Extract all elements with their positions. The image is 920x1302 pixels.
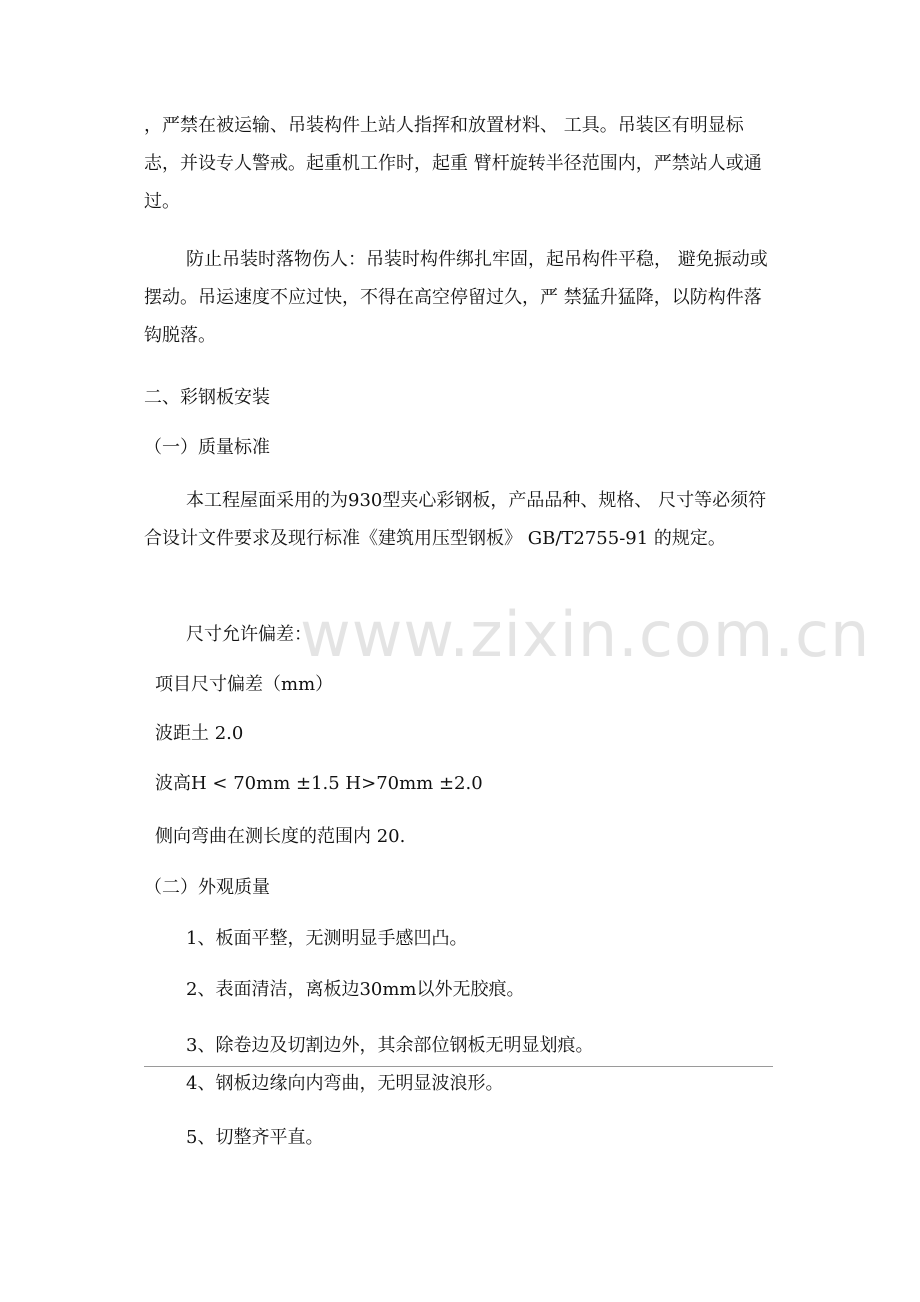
list-item-3: 3、除卷边及切割边外，其余部位钢板无明显划痕。 (186, 1035, 594, 1056)
tolerance-lateral-bend: 侧向弯曲在测长度的范围内 20. (155, 826, 406, 847)
tolerance-wave-pitch: 波距土 2.0 (155, 723, 244, 744)
tolerance-table-header: 项目尺寸偏差（mm） (155, 674, 334, 695)
watermark-text: www.zixin.com.cn (300, 598, 871, 671)
list-item-1: 1、板面平整，无测明显手感凹凸。 (186, 928, 468, 949)
tolerance-wave-height: 波高H < 70mm ±1.5 H>70mm ±2.0 (155, 773, 483, 794)
tolerance-intro: 尺寸允许偏差： (186, 624, 312, 645)
section-heading-color-steel: 二、彩钢板安装 (144, 387, 270, 408)
paragraph-falling-objects: 防止吊装时落物伤人：吊装时构件绑扎牢固，起吊构件平稳， 避免振动或摆动。吊运速度不应过快，不得在高空停留过久，严 禁猛升猛降，以防构件落钩脱落。 (144, 249, 768, 346)
list-item-4: 4、钢板边缘向内弯曲，无明显波浪形。 (186, 1073, 504, 1094)
subheading-appearance-quality: （二）外观质量 (144, 877, 270, 898)
list-item-5: 5、切整齐平直。 (186, 1127, 324, 1148)
page-divider-line (144, 1066, 773, 1067)
list-item-2: 2、表面清洁，离板边30mm以外无胶痕。 (186, 979, 525, 1000)
paragraph-safety-lifting: ，严禁在被运输、吊装构件上站人指挥和放置材料、 工具。吊装区有明显标志，并设专人警戒。起重机工作时，起重 臂杆旋转半径范围内，严禁站人或通过。 (144, 115, 762, 212)
subheading-quality-standard: （一）质量标准 (144, 437, 270, 458)
paragraph-panel-spec: 本工程屋面采用的为930型夹心彩钢板，产品品种、规格、 尺寸等必须符合设计文件要求及现行标准《建筑用压型钢板》 GB/T2755-91 的规定。 (144, 490, 767, 549)
